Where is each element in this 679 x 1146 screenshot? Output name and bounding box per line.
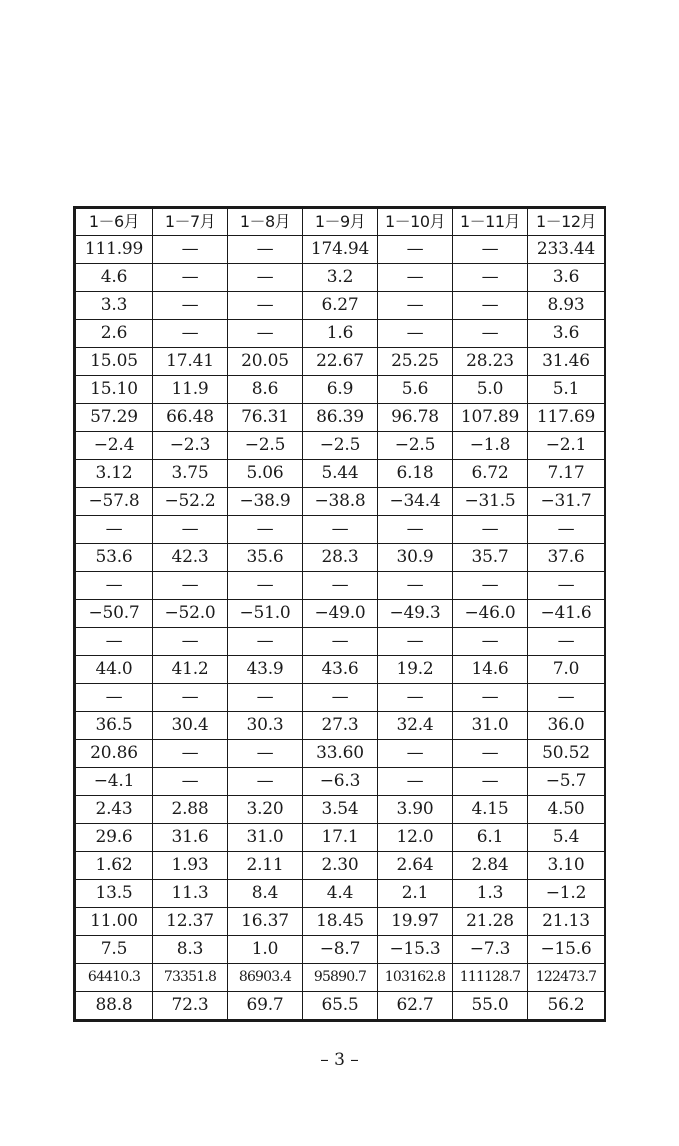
table-row [76,432,605,460]
table-cell: 19.97 [378,908,453,936]
table-cell: 174.94 [303,236,378,264]
table-cell: 18.45 [303,908,378,936]
table-cell: 3.3 [76,292,153,320]
table-cell: 2.30 [303,852,378,880]
table-row [76,600,605,628]
table-cell: — [378,684,453,712]
table-cell: 76.31 [228,404,303,432]
table-cell: −7.3 [453,936,528,964]
table-cell: 31.6 [153,824,228,852]
table-row [76,796,605,824]
table-cell: −2.3 [153,432,228,460]
table-cell: 12.37 [153,908,228,936]
table-cell: 31.46 [528,348,605,376]
table-cell: −34.4 [378,488,453,516]
table-cell: 62.7 [378,992,453,1020]
table-cell: −50.7 [76,600,153,628]
table-cell: 107.89 [453,404,528,432]
table-cell: 3.20 [228,796,303,824]
column-header: 1－9月 [303,209,378,236]
table-cell: 2.84 [453,852,528,880]
table-cell: 56.2 [528,992,605,1020]
table-cell: −31.7 [528,488,605,516]
table-cell: 33.60 [303,740,378,768]
table-cell: — [228,516,303,544]
table-cell: — [453,516,528,544]
table-cell: 6.1 [453,824,528,852]
table-cell: 55.0 [453,992,528,1020]
table-cell: 14.6 [453,656,528,684]
table-cell: 66.48 [153,404,228,432]
table-cell: — [378,572,453,600]
table-cell: — [228,320,303,348]
table-cell: — [378,264,453,292]
table-cell: 17.41 [153,348,228,376]
table-header-row [76,209,605,236]
table-cell: 17.1 [303,824,378,852]
table-cell: 86903.4 [228,964,303,992]
table-cell: 43.6 [303,656,378,684]
table-row [76,628,605,656]
table-row [76,936,605,964]
table-cell: 19.2 [378,656,453,684]
table-cell: 35.7 [453,544,528,572]
table-cell: — [153,768,228,796]
table-cell: −5.7 [528,768,605,796]
table-cell: −6.3 [303,768,378,796]
table-cell: — [153,320,228,348]
table-cell: −46.0 [453,600,528,628]
table-row [76,516,605,544]
table-row [76,656,605,684]
table-row [76,544,605,572]
table-cell: — [153,236,228,264]
table-cell: 31.0 [228,824,303,852]
table-cell: 6.27 [303,292,378,320]
table-cell: 30.4 [153,712,228,740]
table-cell: 20.86 [76,740,153,768]
table-row [76,712,605,740]
table-cell: −15.3 [378,936,453,964]
table-cell: — [228,768,303,796]
table-cell: 57.29 [76,404,153,432]
table-cell: 5.44 [303,460,378,488]
table-cell: 3.75 [153,460,228,488]
table-cell: — [153,684,228,712]
table-cell: 3.12 [76,460,153,488]
table-cell: 15.05 [76,348,153,376]
table-cell: 11.00 [76,908,153,936]
table-cell: 29.6 [76,824,153,852]
table-cell: 5.0 [453,376,528,404]
table-cell: — [378,236,453,264]
table-cell: — [76,684,153,712]
table-row [76,320,605,348]
table-cell: 30.3 [228,712,303,740]
table-cell: — [153,264,228,292]
table-cell: — [153,572,228,600]
table-cell: 6.72 [453,460,528,488]
table-cell: 2.1 [378,880,453,908]
table-cell: 11.9 [153,376,228,404]
table-cell: 36.5 [76,712,153,740]
table-cell: 1.3 [453,880,528,908]
table-cell: 233.44 [528,236,605,264]
table-cell: 4.15 [453,796,528,824]
table-cell: 3.10 [528,852,605,880]
column-header: 1－8月 [228,209,303,236]
table-cell: — [453,320,528,348]
table-row [76,460,605,488]
table-cell: −2.1 [528,432,605,460]
table-cell: 4.50 [528,796,605,824]
table-cell: 2.11 [228,852,303,880]
table-body [76,236,605,1020]
table-cell: 25.25 [378,348,453,376]
table-cell: — [303,516,378,544]
table-cell: 11.3 [153,880,228,908]
table-cell: 32.4 [378,712,453,740]
table-cell: — [228,292,303,320]
table-cell: 42.3 [153,544,228,572]
table-cell: 6.9 [303,376,378,404]
table-cell: 3.6 [528,264,605,292]
table-cell: — [76,572,153,600]
column-header: 1－7月 [153,209,228,236]
table-cell: 64410.3 [76,964,153,992]
table-cell: −49.0 [303,600,378,628]
table-row [76,824,605,852]
column-header: 1－11月 [453,209,528,236]
table-cell: 35.6 [228,544,303,572]
table-cell: — [153,740,228,768]
table-cell: 28.23 [453,348,528,376]
table-row [76,684,605,712]
page-number: – 3 – [320,1050,359,1070]
table-cell: −2.5 [228,432,303,460]
table-cell: −57.8 [76,488,153,516]
table-cell: −38.9 [228,488,303,516]
table-row [76,376,605,404]
table-cell: 6.18 [378,460,453,488]
table-cell: 122473.7 [528,964,605,992]
column-header: 1－10月 [378,209,453,236]
table-cell: 5.6 [378,376,453,404]
table-cell: 20.05 [228,348,303,376]
table-cell: — [228,740,303,768]
table-cell: −52.0 [153,600,228,628]
table-cell: 3.54 [303,796,378,824]
table-cell: −15.6 [528,936,605,964]
table-cell: 4.6 [76,264,153,292]
table-cell: — [453,292,528,320]
table-cell: 28.3 [303,544,378,572]
table-cell: — [453,768,528,796]
table-cell: −38.8 [303,488,378,516]
table-cell: 44.0 [76,656,153,684]
table-cell: 117.69 [528,404,605,432]
table-row [76,292,605,320]
table-row [76,964,605,992]
table-cell: — [528,572,605,600]
column-header: 1－6月 [76,209,153,236]
table-row [76,768,605,796]
table-cell: 3.90 [378,796,453,824]
table-cell: — [528,516,605,544]
table-cell: — [453,264,528,292]
table-cell: 65.5 [303,992,378,1020]
table-cell: 5.06 [228,460,303,488]
table-cell: 72.3 [153,992,228,1020]
table-row [76,992,605,1020]
table-cell: 7.5 [76,936,153,964]
table-cell: 86.39 [303,404,378,432]
table-cell: −2.5 [378,432,453,460]
table-row [76,740,605,768]
table-cell: −52.2 [153,488,228,516]
table-cell: — [453,236,528,264]
table-cell: 95890.7 [303,964,378,992]
table-cell: 103162.8 [378,964,453,992]
table-cell: 1.6 [303,320,378,348]
table-row [76,264,605,292]
column-header: 1－12月 [528,209,605,236]
table-cell: — [228,628,303,656]
table-cell: — [228,572,303,600]
table-cell: — [453,740,528,768]
table-cell: 1.62 [76,852,153,880]
table-cell: 53.6 [76,544,153,572]
table-cell: — [378,768,453,796]
table-row [76,488,605,516]
table-cell: 96.78 [378,404,453,432]
table-cell: 21.28 [453,908,528,936]
table-cell: −8.7 [303,936,378,964]
table-cell: 4.4 [303,880,378,908]
table-cell: — [453,572,528,600]
table-cell: 3.2 [303,264,378,292]
table-cell: 73351.8 [153,964,228,992]
table-cell: 36.0 [528,712,605,740]
table-cell: — [378,292,453,320]
table-cell: 1.93 [153,852,228,880]
table-cell: — [76,516,153,544]
table-row [76,404,605,432]
table-cell: 27.3 [303,712,378,740]
table-cell: 2.6 [76,320,153,348]
table-row [76,880,605,908]
table-cell: — [153,628,228,656]
table-cell: — [303,628,378,656]
table-cell: 8.4 [228,880,303,908]
table-row [76,236,605,264]
table-cell: 37.6 [528,544,605,572]
table-cell: — [303,684,378,712]
table-cell: 2.64 [378,852,453,880]
table-cell: −1.8 [453,432,528,460]
table-cell: 7.0 [528,656,605,684]
table-cell: — [153,516,228,544]
table-cell: 88.8 [76,992,153,1020]
table-cell: −4.1 [76,768,153,796]
table-cell: −41.6 [528,600,605,628]
table-cell: — [378,320,453,348]
table-cell: 41.2 [153,656,228,684]
table-cell: 22.67 [303,348,378,376]
table-row [76,572,605,600]
table-cell: 5.4 [528,824,605,852]
table-cell: −49.3 [378,600,453,628]
table-cell: — [378,740,453,768]
table-cell: 21.13 [528,908,605,936]
table-cell: 111128.7 [453,964,528,992]
table-cell: — [378,516,453,544]
table-cell: 7.17 [528,460,605,488]
table-cell: — [153,292,228,320]
table-cell: 16.37 [228,908,303,936]
table-cell: 3.6 [528,320,605,348]
table-cell: 8.93 [528,292,605,320]
table-cell: −31.5 [453,488,528,516]
table-cell: 12.0 [378,824,453,852]
table-cell: 30.9 [378,544,453,572]
table-cell: 69.7 [228,992,303,1020]
table-cell: 111.99 [76,236,153,264]
table-cell: 5.1 [528,376,605,404]
table-cell: 8.6 [228,376,303,404]
table-cell: — [528,684,605,712]
table-cell: 1.0 [228,936,303,964]
table-cell: — [228,264,303,292]
table-cell: 2.43 [76,796,153,824]
table-row [76,348,605,376]
table-cell: — [303,572,378,600]
table-cell: — [528,628,605,656]
table-cell: 8.3 [153,936,228,964]
table-cell: 2.88 [153,796,228,824]
table-cell: — [76,628,153,656]
table-cell: −51.0 [228,600,303,628]
table-cell: 13.5 [76,880,153,908]
table-row [76,908,605,936]
table-row [76,852,605,880]
table-cell: — [228,684,303,712]
table-cell: −2.4 [76,432,153,460]
table-cell: 50.52 [528,740,605,768]
statistics-table-frame [73,206,606,1022]
monthly-cumulative-statistics-table [75,208,605,1020]
table-cell: — [228,236,303,264]
table-cell: — [378,628,453,656]
table-cell: — [453,628,528,656]
table-cell: 43.9 [228,656,303,684]
table-cell: −1.2 [528,880,605,908]
table-cell: — [453,684,528,712]
table-cell: −2.5 [303,432,378,460]
table-cell: 15.10 [76,376,153,404]
table-cell: 31.0 [453,712,528,740]
